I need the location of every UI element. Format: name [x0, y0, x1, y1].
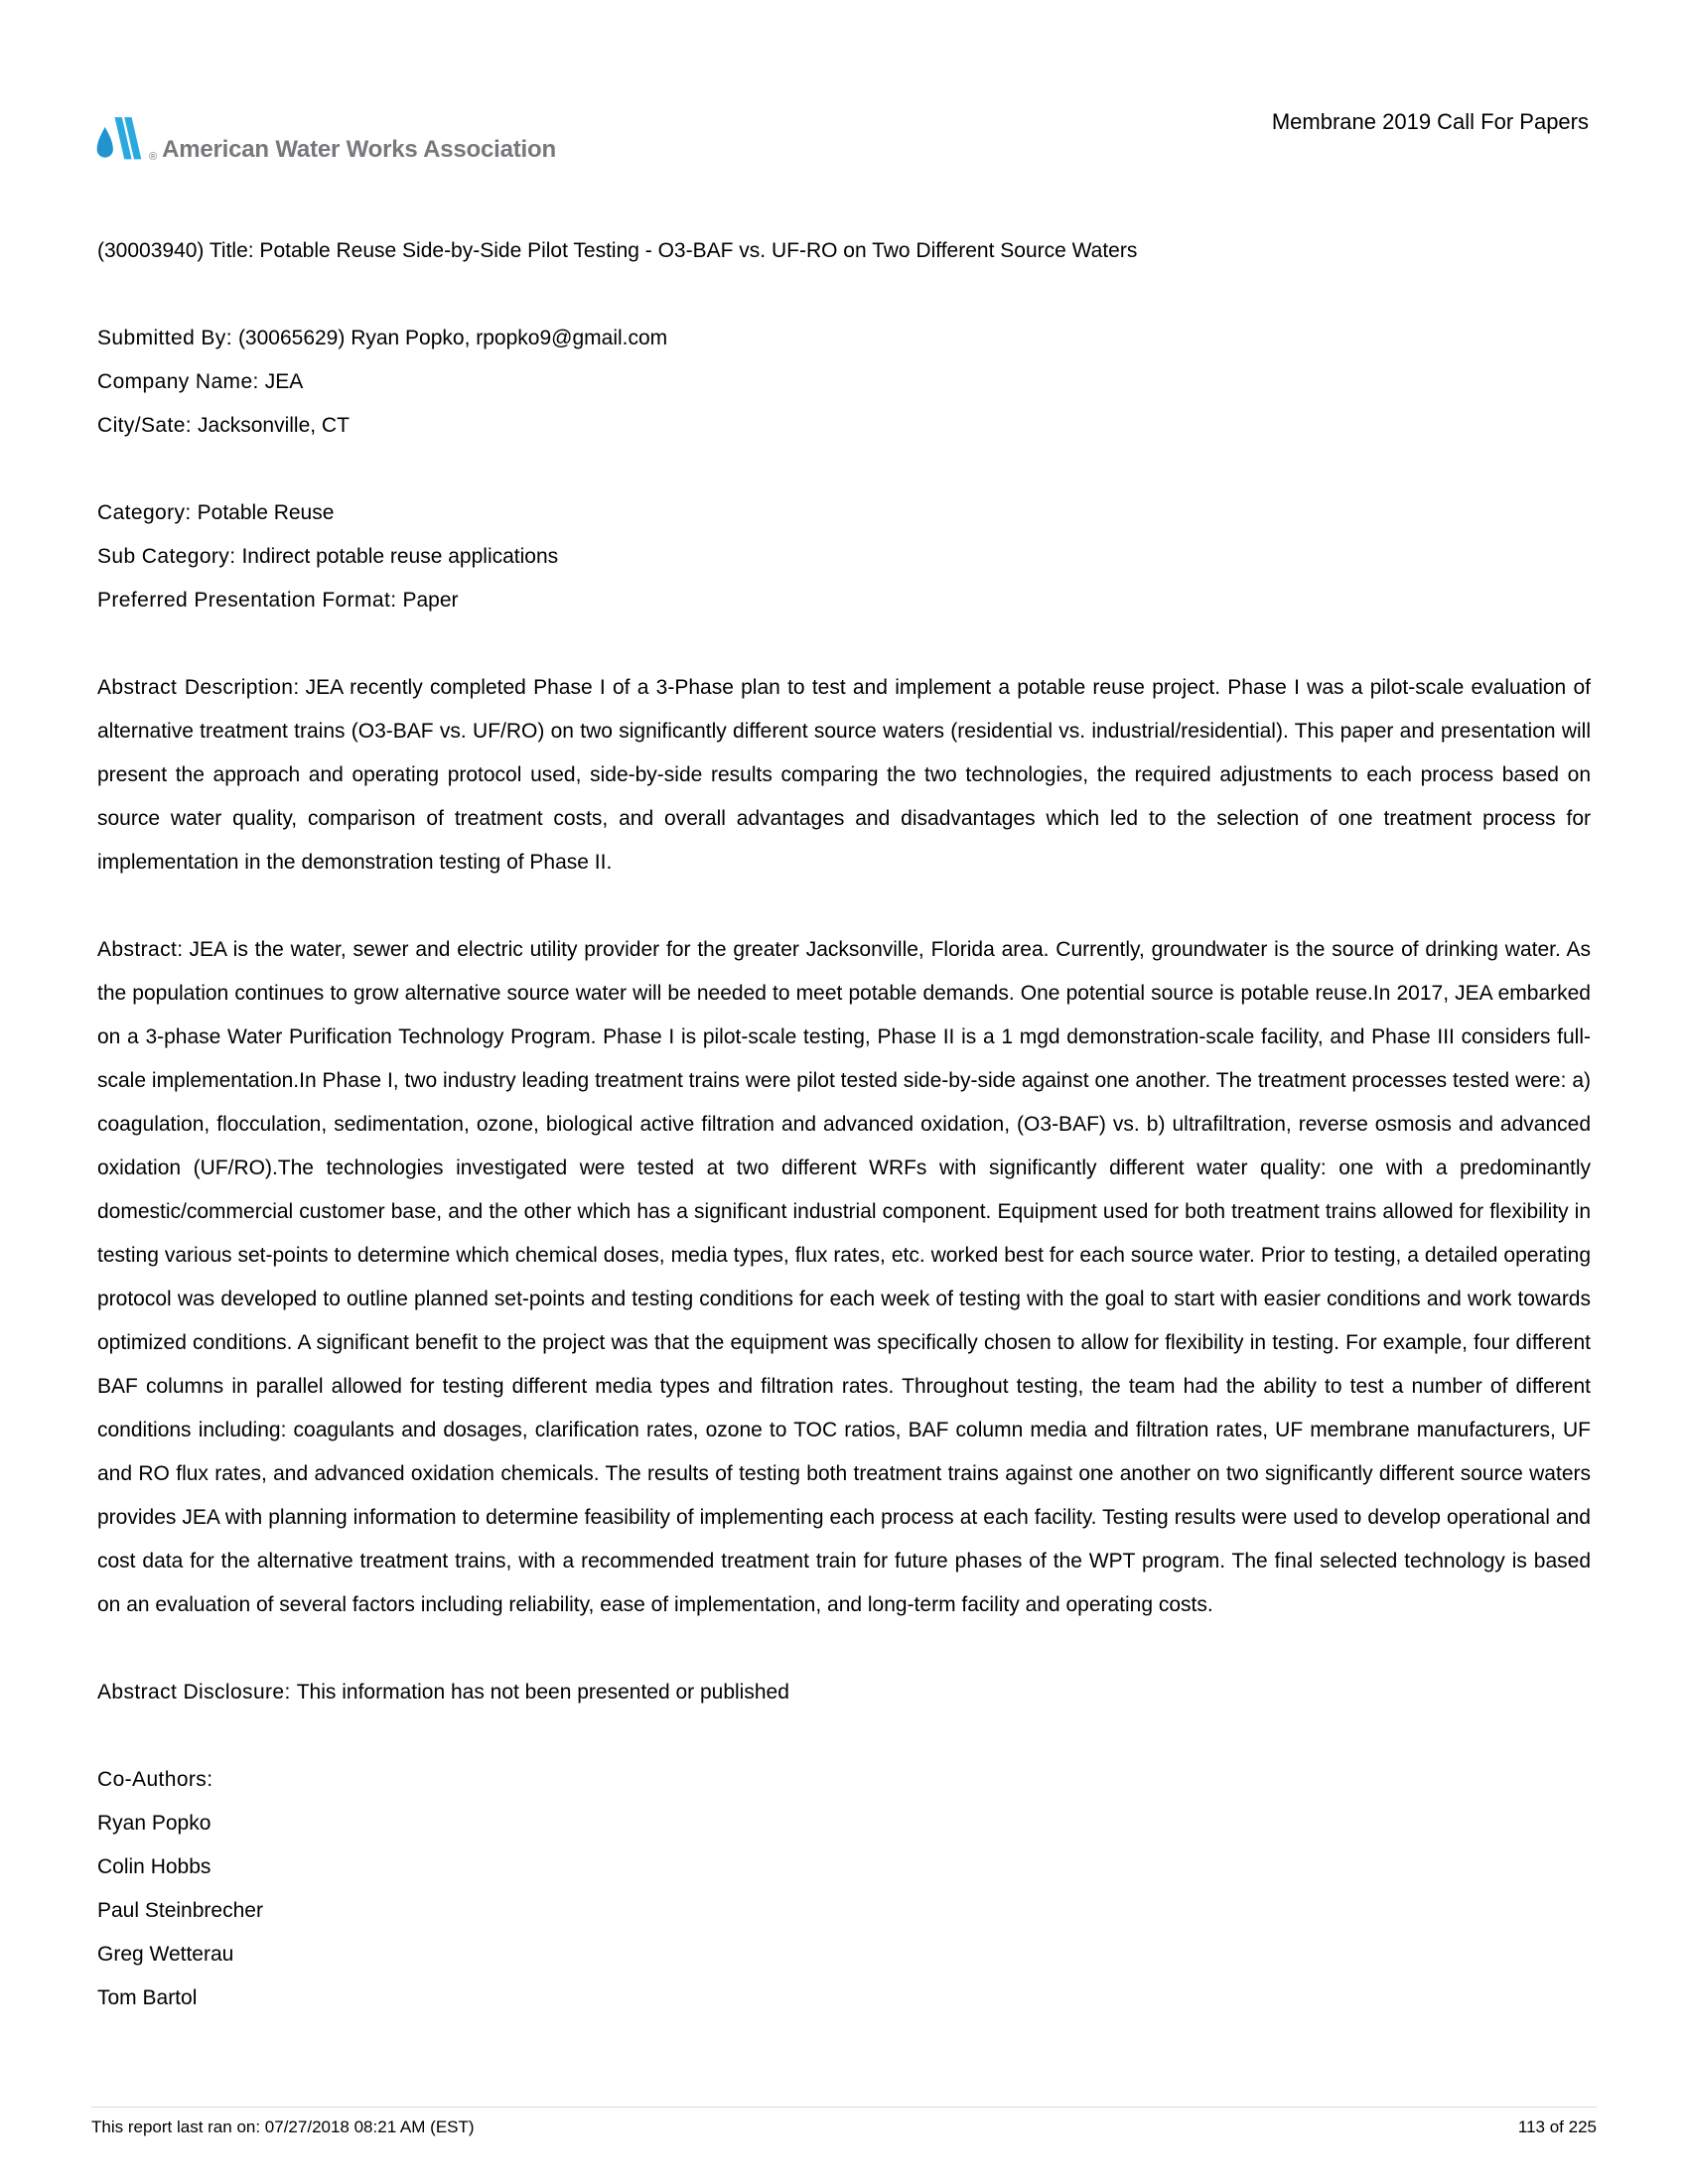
abstract-disclosure-line — [97, 1671, 1591, 1714]
company-name-value: JEA — [264, 370, 304, 393]
submitted-by-label: Submitted By: — [97, 327, 232, 349]
company-name-label: Company Name: — [97, 370, 259, 393]
abstract-block — [97, 928, 1591, 1627]
abstract-description-paragraph — [97, 666, 1591, 885]
co-authors-label: Co-Authors: — [97, 1768, 213, 1791]
report-title: Membrane 2019 Call For Papers — [1271, 109, 1589, 134]
city-state-value: Jacksonville, CT — [198, 414, 350, 437]
co-author-name: Ryan Popko — [97, 1812, 211, 1835]
sub-category-label: Sub Category: — [97, 545, 236, 568]
presentation-format-label: Preferred Presentation Format: — [97, 589, 397, 612]
co-author-name: Greg Wetterau — [97, 1943, 234, 1966]
presentation-format-value: Paper — [402, 589, 459, 612]
category-value: Potable Reuse — [197, 501, 335, 524]
category-label: Category: — [97, 501, 192, 524]
submitted-by-line — [97, 317, 1591, 360]
awwa-brand-text: American Water Works Association — [162, 136, 556, 163]
awwa-logo — [95, 113, 556, 165]
awwa-water-drop-icon — [95, 113, 147, 165]
footer-page-number: 113 of 225 — [1517, 2117, 1597, 2136]
submitted-by-value: (30065629) Ryan Popko, rpopko9@gmail.com — [237, 327, 668, 349]
abstract-disclosure-block — [97, 1671, 1591, 1714]
footer-last-run-timestamp: This report last ran on: 07/27/2018 08:21 AM (EST) — [91, 2117, 475, 2136]
page-footer — [91, 2107, 1597, 2137]
report-body — [97, 229, 1591, 2064]
submission-title-block — [97, 229, 1591, 273]
co-authors-block — [97, 1758, 1591, 2020]
abstract-label: Abstract: — [97, 938, 184, 961]
presentation-format-line — [97, 579, 1591, 622]
abstract-paragraph — [97, 928, 1591, 1627]
abstract-disclosure-label: Abstract Disclosure: — [97, 1681, 291, 1704]
abstract-description-block — [97, 666, 1591, 885]
company-name-line — [97, 360, 1591, 404]
co-author-name: Paul Steinbrecher — [97, 1899, 263, 1922]
abstract-text: JEA is the water, sewer and electric utility provider for the greater Jacksonville, Florida area. Currently, groundwater is the source of drinking water. As the population continues to grow alternative source water will be needed to meet potable demands. One potential source is potable reuse.In 2017, JEA embarked on a 3-phase Water Purification Technology Program. Phase I is pilot-scale testing, Phase II is a 1 mgd demonstration-scale facility, and Phase III considers full-scale implementation.In Phase I, two industry leading treatment trains were pilot tested side-by-side against one another. The treatment processes tested were: a) coagulation, flocculation, sedimentation, ozone, biological active filtration and advanced oxidation, (O3-BAF) vs. b) ultrafiltration, reverse osmosis and advanced oxidation (UF/RO).The technologies investigated were tested at two different WRFs with significantly different water quality: one with a predominantly domestic/commercial customer base, and the other which has a significant industrial component. Equipment used for both treatment trains allowed for flexibility in testing various set-points to determine which chemical doses, media types, flux rates, etc. worked best for each source water. Prior to testing, a detailed operating protocol was developed to outline planned set-points and testing conditions for each week of testing with the goal to start with easier conditions and work towards optimized conditions. A significant benefit to the project was that the equipment was specifically chosen to allow for flexibility in testing. For example, four different BAF columns in parallel allowed for testing different media types and filtration rates. Throughout testing, the team had the ability to test a number of different conditions including: coagulants and dosages, clarification rates, ozone to TOC ratios, BAF column media and filtration rates, UF membrane manufacturers, UF and RO flux rates, and advanced oxidation chemicals. The results of testing both treatment trains against one another on two significantly different source waters provides JEA with planning information to determine feasibility of implementing each process at each facility. Testing results were used to develop operational and cost data for the alternative treatment trains, with a recommended treatment train for future phases of the WPT program. The final selected technology is based on an evaluation of several factors including reliability, ease of implementation, and long-term facility and operating costs. — [97, 938, 1591, 1616]
registered-trademark-symbol: ® — [149, 151, 158, 163]
city-state-label: City/Sate: — [97, 414, 193, 437]
abstract-description-text: JEA recently completed Phase I of a 3-Phase plan to test and implement a potable reuse project. Phase I was a pilot-scale evaluation of alternative treatment trains (O3-BAF vs. UF/RO) on two significantly different source waters (residential vs. industrial/residential). This paper and presentation will present the approach and operating protocol used, side-by-side results comparing the two technologies, the required adjustments to each process based on source water quality, comparison of treatment costs, and overall advantages and disadvantages which led to the selection of one treatment process for implementation in the demonstration testing of Phase II. — [97, 676, 1591, 874]
sub-category-value: Indirect potable reuse applications — [241, 545, 559, 568]
category-info-block — [97, 491, 1591, 622]
co-author-name: Colin Hobbs — [97, 1855, 211, 1878]
page-header — [95, 107, 1589, 165]
abstract-description-label: Abstract Description: — [97, 676, 300, 699]
submission-title: (30003940) Title: Potable Reuse Side-by-Side Pilot Testing - O3-BAF vs. UF-RO on Two Different Source Waters — [97, 239, 1138, 262]
submitter-info-block — [97, 317, 1591, 448]
co-author-name: Tom Bartol — [97, 1986, 198, 2009]
sub-category-line — [97, 535, 1591, 579]
city-state-line — [97, 404, 1591, 448]
abstract-disclosure-text: This information has not been presented or published — [296, 1681, 789, 1704]
category-line — [97, 491, 1591, 535]
